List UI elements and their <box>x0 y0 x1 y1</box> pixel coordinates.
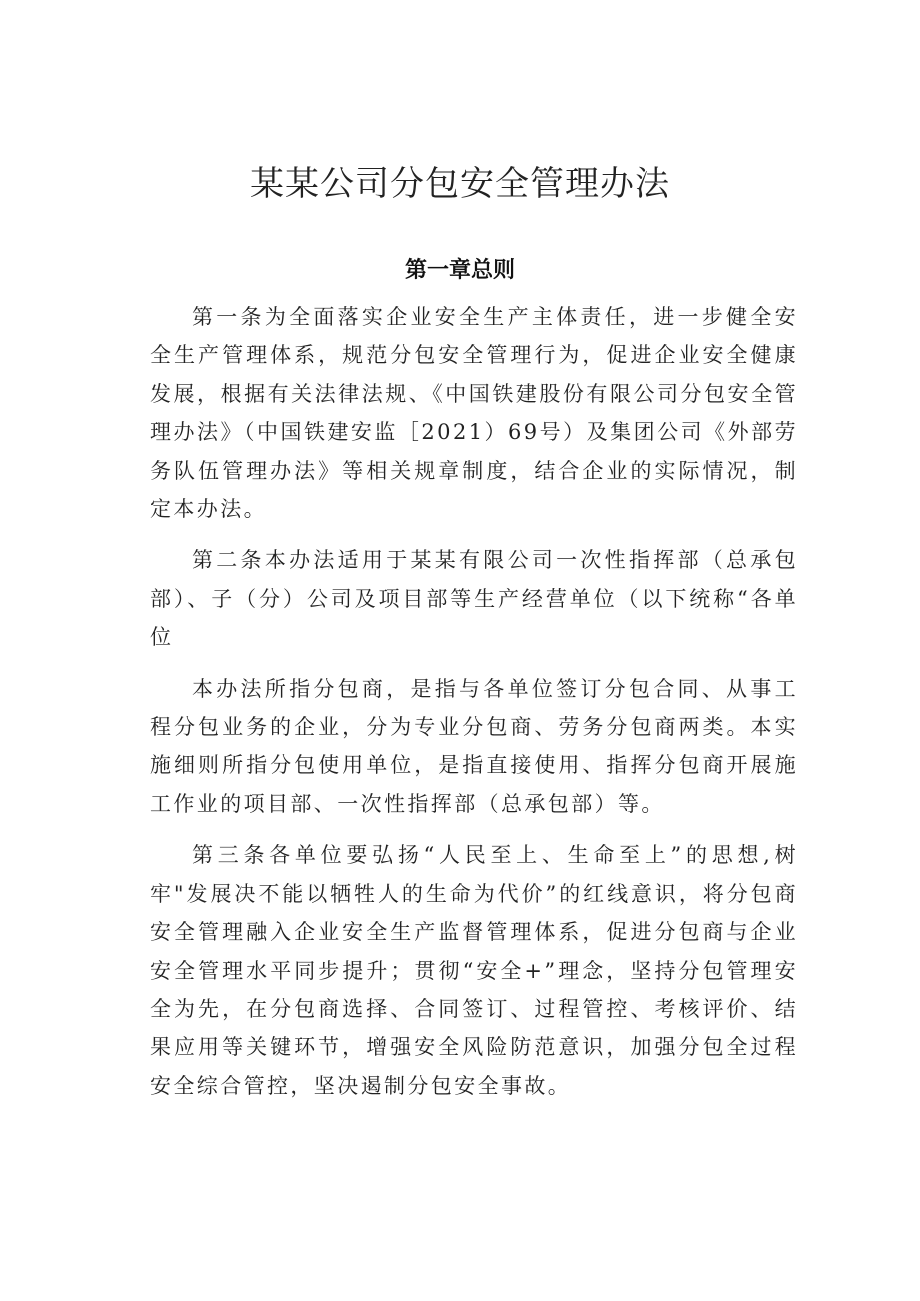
article-1-paragraph: 第一条为全面落实企业安全生产主体责任，进一步健全安全生产管理体系，规范分包安全管理行为，促进企业安全健康发展，根据有关法律法规、《中国铁建股份有限公司分包安全管理办法》（中国铁建安监［2021）69号）及集团公司《外部劳务队伍管理办法》等相关规章制度，结合企业的实际情况，制定本办法。 <box>150 305 798 522</box>
article-2-paragraph: 第二条本办法适用于某某有限公司一次性指挥部（总承包部）、子（分）公司及项目部等生产经营单位（以下统称“各单位 <box>150 548 798 650</box>
document-title: 某某公司分包安全管理办法 <box>250 164 670 204</box>
chapter-heading: 第一章总则 <box>404 258 515 283</box>
subcontractor-definition-paragraph: 本办法所指分包商，是指与各单位签订分包合同、从事工程分包业务的企业，分为专业分包商、劳务分包商两类。本实施细则所指分包使用单位，是指直接使用、指挥分包商开展施工作业的项目部、一次性指挥部（总承包部）等。 <box>150 676 798 816</box>
article-3-paragraph: 第三条各单位要弘扬“人民至上、生命至上”的思想,树牢"发展决不能以牺牲人的生命为代价”的红线意识，将分包商安全管理融入企业安全生产监督管理体系，促进分包商与企业安全管理水平同步提升；贯彻“安全+”理念，坚持分包管理安全为先，在分包商选择、合同签订、过程管控、考核评价、结果应用等关键环节，增强安全风险防范意识，加强分包全过程安全综合管控，坚决遏制分包安全事故。 <box>150 843 798 1098</box>
document-body <box>150 298 798 1118</box>
